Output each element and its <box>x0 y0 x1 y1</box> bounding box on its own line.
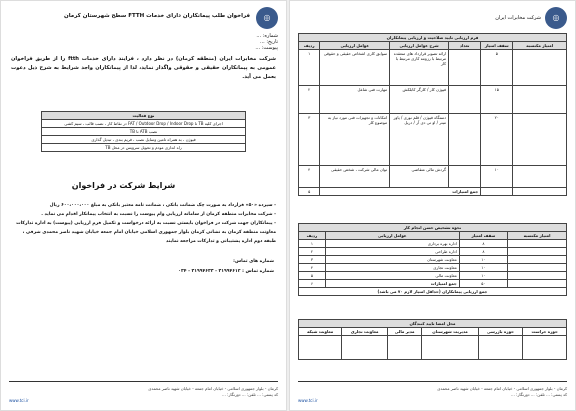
cell: جمع امتیازات <box>320 188 481 196</box>
cell: سوابق کاری اشخاص حقیقی و حقوقی <box>320 50 390 86</box>
cell: دستگاه فیوژن / قلم نوری / پاور میتر / او تی دی آر / دریل <box>390 114 449 166</box>
intro-paragraph: شرکت مخابرات ایران (منطقه کرمان) در نظر دارد ، فرایند دارای خدمات ftth را از طریق فراخوان عمومی به پیمانکاران حقیقی و حقوقی واگذار نماید، لذا از پیمانکاران واجد شرایط به شرح ذیل دعوت بعمل می آید. <box>11 56 276 80</box>
cell: گردش مالی متقاضی <box>390 166 449 188</box>
cell <box>508 248 567 256</box>
condition-item: طبقه دوم اداره پشتیبانی و تدارکات مراجعه نمایند <box>166 239 276 244</box>
sign-header: مدیریت شهرستان <box>422 328 478 336</box>
website-link[interactable]: www.tci.ir <box>9 398 29 403</box>
cell <box>449 114 481 166</box>
sign-cell <box>387 336 421 360</box>
footer <box>9 381 278 404</box>
cell: ۵ <box>299 188 320 196</box>
cell: مهارت فنی شاغل <box>320 86 390 114</box>
total-line: جمع ارزیابی پیمانکاران (حداقل امتیاز لازم ۷۰ می باشد) <box>299 288 567 296</box>
cell <box>449 166 481 188</box>
cell: ۵۰ <box>459 280 507 288</box>
col-header: شرح عوامل ارزیابی <box>390 42 449 50</box>
cell: ۱۰ <box>459 264 507 272</box>
footer-line: کرمان - بلوار جمهوری اسلامی - خیابان امام جمعه - خیابان شهید ناصر محمدی <box>437 386 567 391</box>
cell <box>513 166 567 188</box>
cell: معاونت شهرستان <box>325 256 459 264</box>
cell: توان مالی شرکت ، شخص حقیقی <box>320 166 390 188</box>
col-header: سقف امتیاز <box>459 232 507 240</box>
cell: اداره طراحی <box>325 248 459 256</box>
cell <box>508 256 567 264</box>
header-title: فراخوان طلب پیمانکاران دارای خدمات FTTH سطح شهرستان کرمان <box>64 13 250 19</box>
sign-cell <box>342 336 388 360</box>
col-header: امتیاز مکتسبه <box>513 42 567 50</box>
sign-header: معاونت تجاری <box>342 328 388 336</box>
tci-logo-icon: ◎ <box>545 7 567 29</box>
cell <box>513 50 567 86</box>
sign-header: حوزه بازرسی <box>478 328 523 336</box>
table1-title: فرم ارزیابی تایید صلاحیت و ارزیابی پیمانکاران <box>299 34 567 42</box>
sign-header: حوزه حراست <box>523 328 567 336</box>
sign-cell <box>523 336 567 360</box>
ref-line: پیوست: ... <box>255 45 278 51</box>
sign-header: مدیر مالی <box>387 328 421 336</box>
cell: ۱۰ <box>459 272 507 280</box>
evaluation-table <box>298 33 567 196</box>
cell <box>449 86 481 114</box>
service-row: فیوژن ، به همراه تامین وسایل نصب ، فریم بندی ، تبدیل گذاری <box>42 136 246 144</box>
col-header: ردیف <box>299 232 326 240</box>
cell <box>513 114 567 166</box>
footer-line: کرمان - بلوار جمهوری اسلامی - خیابان امام جمعه - خیابان شهید ناصر محمدی <box>148 386 278 391</box>
org-name: شرکت مخابرات ایران <box>495 15 541 21</box>
cell <box>508 280 567 288</box>
col-header: ردیف <box>299 42 320 50</box>
service-row: اجرای کلیه TB تا FAT / Outdoor Drop / Indoor Drop در نقاط کار ، نصب قالب ، سیم کشی <box>42 120 246 128</box>
service-row: نصب ATB تا TB <box>42 128 246 136</box>
cell: ۴ <box>299 264 326 272</box>
condition-item: - شرکت مخابرات منطقه کرمان از سامانه ارزیابی وام پیوست را نسبت به انتخاب پیمانکار اقدام می نماید . <box>41 212 276 217</box>
contact-title: شماره های تماس: <box>233 259 274 264</box>
table2-title: نحوه تشخیص حسن انجام کار <box>299 224 567 232</box>
cell <box>508 240 567 248</box>
cell: ۲۰ <box>481 114 513 166</box>
cell: فیوژن کار / کارگر کابلکش <box>390 86 449 114</box>
col-header: عوامل ارزیابی <box>320 42 390 50</box>
cell <box>513 188 567 196</box>
cell: جمع امتیازات <box>325 280 459 288</box>
performance-table <box>298 223 567 296</box>
sign-header: معاونت شبکه <box>299 328 342 336</box>
cell: ۴ <box>299 166 320 188</box>
cell <box>481 188 513 196</box>
cell: ۱ <box>299 240 326 248</box>
signature-table <box>298 319 567 360</box>
cell: ۳ <box>299 256 326 264</box>
cell: ارائه تصویر قرارداد های منعقده مرتبط با رزومه کاری مرتبط با کار <box>390 50 449 86</box>
services-header: نوع فعالیت <box>42 112 246 120</box>
condition-item: - سپرده «۵۰» قرارداد به صورت چک ضمانت بانکی ، ضمانت نامه معتبر بانکی به مبلغ ۶۰۰،۰۰۰،۰۰۰ ریال <box>49 203 276 208</box>
sign-title: محل امضا تایید کنندگان <box>299 320 567 328</box>
cell: ۸ <box>459 240 507 248</box>
cell: ۵ <box>299 272 326 280</box>
col-header: سقف امتیاز <box>481 42 513 50</box>
footer <box>298 381 567 404</box>
conditions-title: شرایط شرکت در فراخوان <box>71 181 176 190</box>
ref-line: شماره: ... <box>256 33 278 39</box>
cell: معاونت تجاری <box>325 264 459 272</box>
cell: اداره بهره برداری <box>325 240 459 248</box>
cell: امکانات و تجهیزات فنی مورد نیاز به موضوع کار <box>320 114 390 166</box>
services-table <box>41 111 246 152</box>
conditions-list <box>11 201 276 246</box>
sign-cell <box>299 336 342 360</box>
cell <box>508 272 567 280</box>
tci-logo-icon: ◎ <box>256 7 278 29</box>
cell: ۱۰ <box>459 256 507 264</box>
col-header: عوامل ارزیابی <box>325 232 459 240</box>
cell: ۶ <box>299 280 326 288</box>
cell: ۲ <box>299 86 320 114</box>
footer-line: کد پستی: ... تلفن: ... دورنگار: ... <box>511 392 567 397</box>
contact-line: شماره تماس : ۳۱۹۹۴۶۱۲ - ۳۱۹۹۴۶۳۳ - ۰۳۴ <box>178 269 274 274</box>
cell: ۲ <box>299 248 326 256</box>
right-page <box>289 0 576 411</box>
service-row: راه اندازی مودم و تحویل سرویس در محل TB <box>42 144 246 152</box>
condition-item: معاونت منطقه کرمان به نشانی کرمان بلوار جمهوری اسلامی خیابان امام جمعه خیابان شهید ناصر محمدی شرقی ، <box>22 230 276 235</box>
cell: ۱۵ <box>481 86 513 114</box>
cell: ۱۰ <box>481 166 513 188</box>
website-link[interactable]: www.tci.ir <box>298 398 318 403</box>
cell: ۸ <box>459 248 507 256</box>
cell <box>508 264 567 272</box>
cell: ۵ <box>481 50 513 86</box>
ref-block <box>218 33 278 51</box>
footer-line: کد پستی: ... تلفن: ... دورنگار: ... <box>222 392 278 397</box>
left-page <box>0 0 287 411</box>
ref-line: تاریخ: ... <box>260 39 278 45</box>
cell: ۳ <box>299 114 320 166</box>
sign-cell <box>422 336 478 360</box>
col-header: تعداد <box>449 42 481 50</box>
sign-cell <box>478 336 523 360</box>
cell <box>449 50 481 86</box>
condition-item: - پیمانکاران جهت شرکت در فراخوان بایستی نسبت به ارائه درخواست و تکمیل فرم ارزیابی (پیوست) به اداره تدارکات <box>16 221 276 226</box>
cell <box>513 86 567 114</box>
cell: معاونت مالی <box>325 272 459 280</box>
cell: ۱ <box>299 50 320 86</box>
col-header: امتیاز مکتسبه <box>508 232 567 240</box>
